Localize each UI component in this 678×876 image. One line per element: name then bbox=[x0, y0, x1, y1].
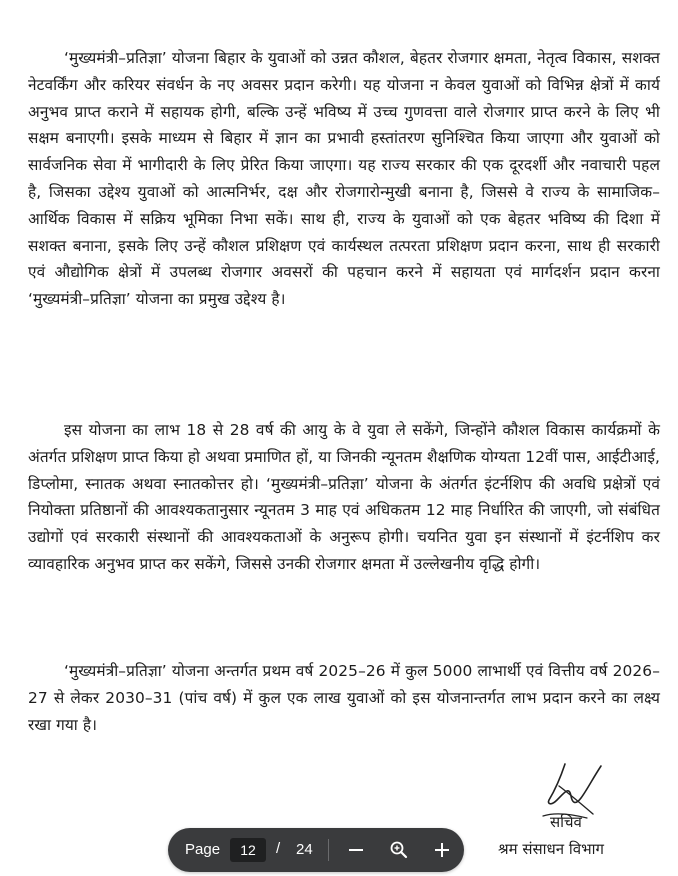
zoom-fit-button[interactable] bbox=[385, 836, 413, 864]
paragraph-1: ‘मुख्यमंत्री–प्रतिज्ञा’ योजना बिहार के युवाओं को उन्नत कौशल, बेहतर रोजगार क्षमता, नेतृत्व विकास, सशक्त नेटवर्किंग और करियर संवर्धन के नए अवसर प्रदान करेगी। यह योजना न केवल युवाओं को विभिन्न क्षेत्रों में कार्य अनुभव प्राप्त कराने में सहायक होगी, बल्कि उन्हें भविष्य में उच्च गुणवत्ता वाले रोजगार प्राप्त करने के लिए भी सक्षम बनाएगी। इसके माध्यम से बिहार में ज्ञान का प्रभावी हस्तांतरण सुनिश्चित किया जाएगा और युवाओं को सार्वजनिक सेवा में भागीदारी के लिए प्रेरित किया जाएगा। यह राज्य सरकार की एक दूरदर्शी और नवाचारी पहल है, जिसका उद्देश्य युवाओं को आत्मनिर्भर, दक्ष और रोजगारोन्मुखी बनाना है, जिससे वे राज्य के सामाजिक–आर्थिक विकास में सक्रिय भूमिका निभा सकें। साथ ही, राज्य के युवाओं को एक बेहतर भविष्य की दिशा में सशक्त बनाना, इसके लिए उन्हें कौशल प्रशिक्षण एवं कार्यस्थल तत्परता प्रशिक्षण प्रदान करना, साथ ही सरकारी एवं औद्योगिक क्षेत्रों में उपलब्ध रोजगार अवसरों की पहचान करने में सहायता एवं मार्गदर्शन प्रदान करना ‘मुख्यमंत्री–प्रतिज्ञा’ योजना का प्रमुख उद्देश्य है। bbox=[28, 49, 660, 309]
total-pages: 24 bbox=[296, 841, 313, 858]
paragraph-3: ‘मुख्यमंत्री–प्रतिज्ञा’ योजना अन्तर्गत प्रथम वर्ष 2025–26 में कुल 5000 लाभार्थी एवं वित्तीय वर्ष 2026–27 से लेकर 2030–31 (पांच वर्ष) में कुल एक लाख युवाओं को इस योजनान्तर्गत लाभ प्रदान करने का लक्ष्य रखा गया है। bbox=[28, 662, 660, 734]
signatory-department: श्रम संसाधन विभाग bbox=[498, 840, 604, 858]
zoom-in-icon bbox=[433, 841, 451, 859]
zoom-out-button[interactable] bbox=[342, 836, 370, 864]
zoom-fit-icon bbox=[389, 840, 409, 860]
page-separator: / bbox=[276, 840, 281, 857]
page-label: Page bbox=[185, 841, 221, 858]
pdf-viewer-toolbar bbox=[168, 828, 464, 872]
paragraph-2: इस योजना का लाभ 18 से 28 वर्ष की आयु के वे युवा ले सकेंगे, जिन्होंने कौशल विकास कार्यक्रमों के अंतर्गत प्रशिक्षण प्राप्त किया हो अथवा प्रमाणित हों, या जिनकी न्यूनतम शैक्षणिक योग्यता 12वीं पास, आईटीआई, डिप्लोमा, स्नातक अथवा स्नातकोत्तर हो। ‘मुख्यमंत्री–प्रतिज्ञा’ योजना के अंतर्गत इंटर्नशिप की अवधि प्रक्षेत्रों एवं नियोक्ता प्रतिष्ठानों की आवश्यकतानुसार न्यूनतम 3 माह एवं अधिकतम 12 माह निर्धारित की जाएगी, जो संबंधित उद्योगों एवं सरकारी संस्थानों की आवश्यकताओं के अनुरूप होगी। चयनित युवा इन संस्थानों में इंटर्नशिप कर व्यावहारिक अनुभव प्राप्त कर सकेंगे, जिससे उनकी रोजगार क्षमता में उल्लेखनीय वृद्धि होगी। bbox=[28, 421, 660, 573]
toolbar-divider bbox=[328, 839, 329, 861]
signatory-title: सचिव bbox=[550, 813, 582, 831]
zoom-out-icon bbox=[347, 841, 365, 859]
signature-block bbox=[480, 756, 660, 866]
zoom-in-button[interactable] bbox=[428, 836, 456, 864]
page-number-input[interactable]: 12 bbox=[230, 838, 266, 862]
